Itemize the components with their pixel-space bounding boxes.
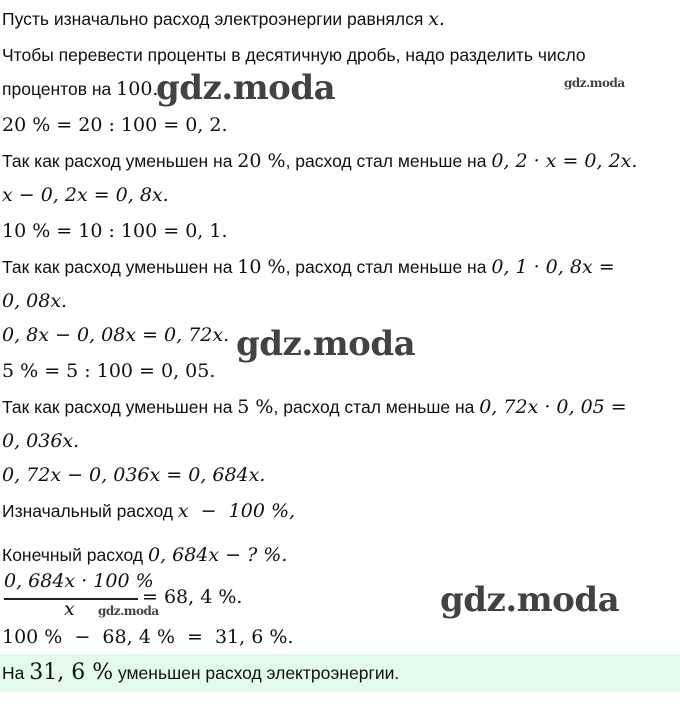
- math-decrease-10-cont: 0, 08x.: [2, 290, 68, 312]
- math-step1: x − 0, 2x = 0, 8x.: [2, 184, 169, 206]
- fraction-result: = 68, 4 %.: [142, 586, 243, 608]
- answer-box: [0, 654, 680, 692]
- math-5-percent: 5 % = 5 : 100 = 0, 05.: [2, 360, 216, 382]
- decrease-20-text: Так как расход уменьшен на: [2, 151, 238, 171]
- line-decrease-5-cont: [2, 428, 79, 454]
- rule-cont-text: процентов на: [2, 79, 117, 99]
- line-decrease-20: [2, 148, 637, 174]
- line-initial: [2, 498, 295, 524]
- line-intro: [2, 6, 445, 32]
- line-5-percent: [2, 358, 215, 384]
- line-20-percent: [2, 112, 228, 138]
- final-text: Конечный расход: [2, 545, 148, 565]
- decrease-5-math2: 0, 72x · 0, 05 =: [479, 396, 627, 418]
- decrease-20-text2: , расход стал меньше на: [285, 151, 492, 171]
- line-step1: [2, 182, 169, 208]
- decrease-10-math1: 10 %: [237, 256, 286, 278]
- decrease-10-math2: 0, 1 · 0, 8x =: [491, 256, 615, 278]
- math-difference: 100 % − 68, 4 % = 31, 6 %.: [2, 626, 294, 648]
- watermark-small: gdz.moda: [98, 604, 159, 618]
- rule-text: Чтобы перевести проценты в десятичную дробь, надо разделить число: [2, 45, 586, 65]
- decrease-20-math2: 0, 2 · x = 0, 2x.: [491, 150, 638, 172]
- intro-math: x.: [428, 8, 445, 30]
- decrease-10-text: Так как расход уменьшен на: [2, 257, 238, 277]
- decrease-20-math1: 20 %: [237, 150, 286, 172]
- decrease-10-text2: , расход стал меньше на: [285, 257, 492, 277]
- line-decrease-10-cont: [2, 288, 67, 314]
- decrease-5-math1: 5 %: [237, 396, 274, 418]
- answer-line: [2, 660, 399, 686]
- answer-text1: На: [2, 663, 30, 683]
- line-step3: [2, 462, 265, 488]
- watermark: gdz.moda: [156, 68, 336, 108]
- math-20-percent: 20 % = 20 : 100 = 0, 2.: [2, 114, 228, 136]
- watermark: gdz.moda: [440, 580, 620, 620]
- line-difference: [2, 624, 293, 650]
- line-final: [2, 542, 287, 568]
- math-step2: 0, 8x − 0, 08x = 0, 72x.: [2, 324, 230, 346]
- line-decrease-5: [2, 394, 627, 420]
- watermark-small: gdz.moda: [564, 76, 625, 90]
- decrease-5-text2: , расход стал меньше на: [273, 397, 480, 417]
- intro-text: Пусть изначально расход электроэнергии равнялся: [2, 9, 429, 29]
- fraction-denominator: x: [64, 598, 75, 620]
- fraction-numerator: 0, 684x · 100 %: [4, 570, 154, 592]
- rule-cont-math: 100.: [116, 78, 159, 100]
- initial-text: Изначальный расход: [2, 501, 178, 521]
- line-rule: [2, 42, 586, 68]
- decrease-5-text: Так как расход уменьшен на: [2, 397, 238, 417]
- math-10-percent: 10 % = 10 : 100 = 0, 1.: [2, 220, 228, 242]
- math-step3: 0, 72x − 0, 036x = 0, 684x.: [2, 464, 266, 486]
- line-step2: [2, 322, 229, 348]
- line-rule-cont: [2, 76, 158, 102]
- math-decrease-5-cont: 0, 036x.: [2, 430, 80, 452]
- answer-text2: уменьшен расход электроэнергии.: [113, 663, 400, 683]
- answer-math: 31, 6 %: [29, 660, 114, 685]
- line-decrease-10: [2, 254, 615, 280]
- initial-math: x − 100 %,: [177, 500, 296, 522]
- line-10-percent: [2, 218, 228, 244]
- watermark: gdz.moda: [236, 324, 416, 364]
- final-math: 0, 684x − ? %.: [147, 544, 288, 566]
